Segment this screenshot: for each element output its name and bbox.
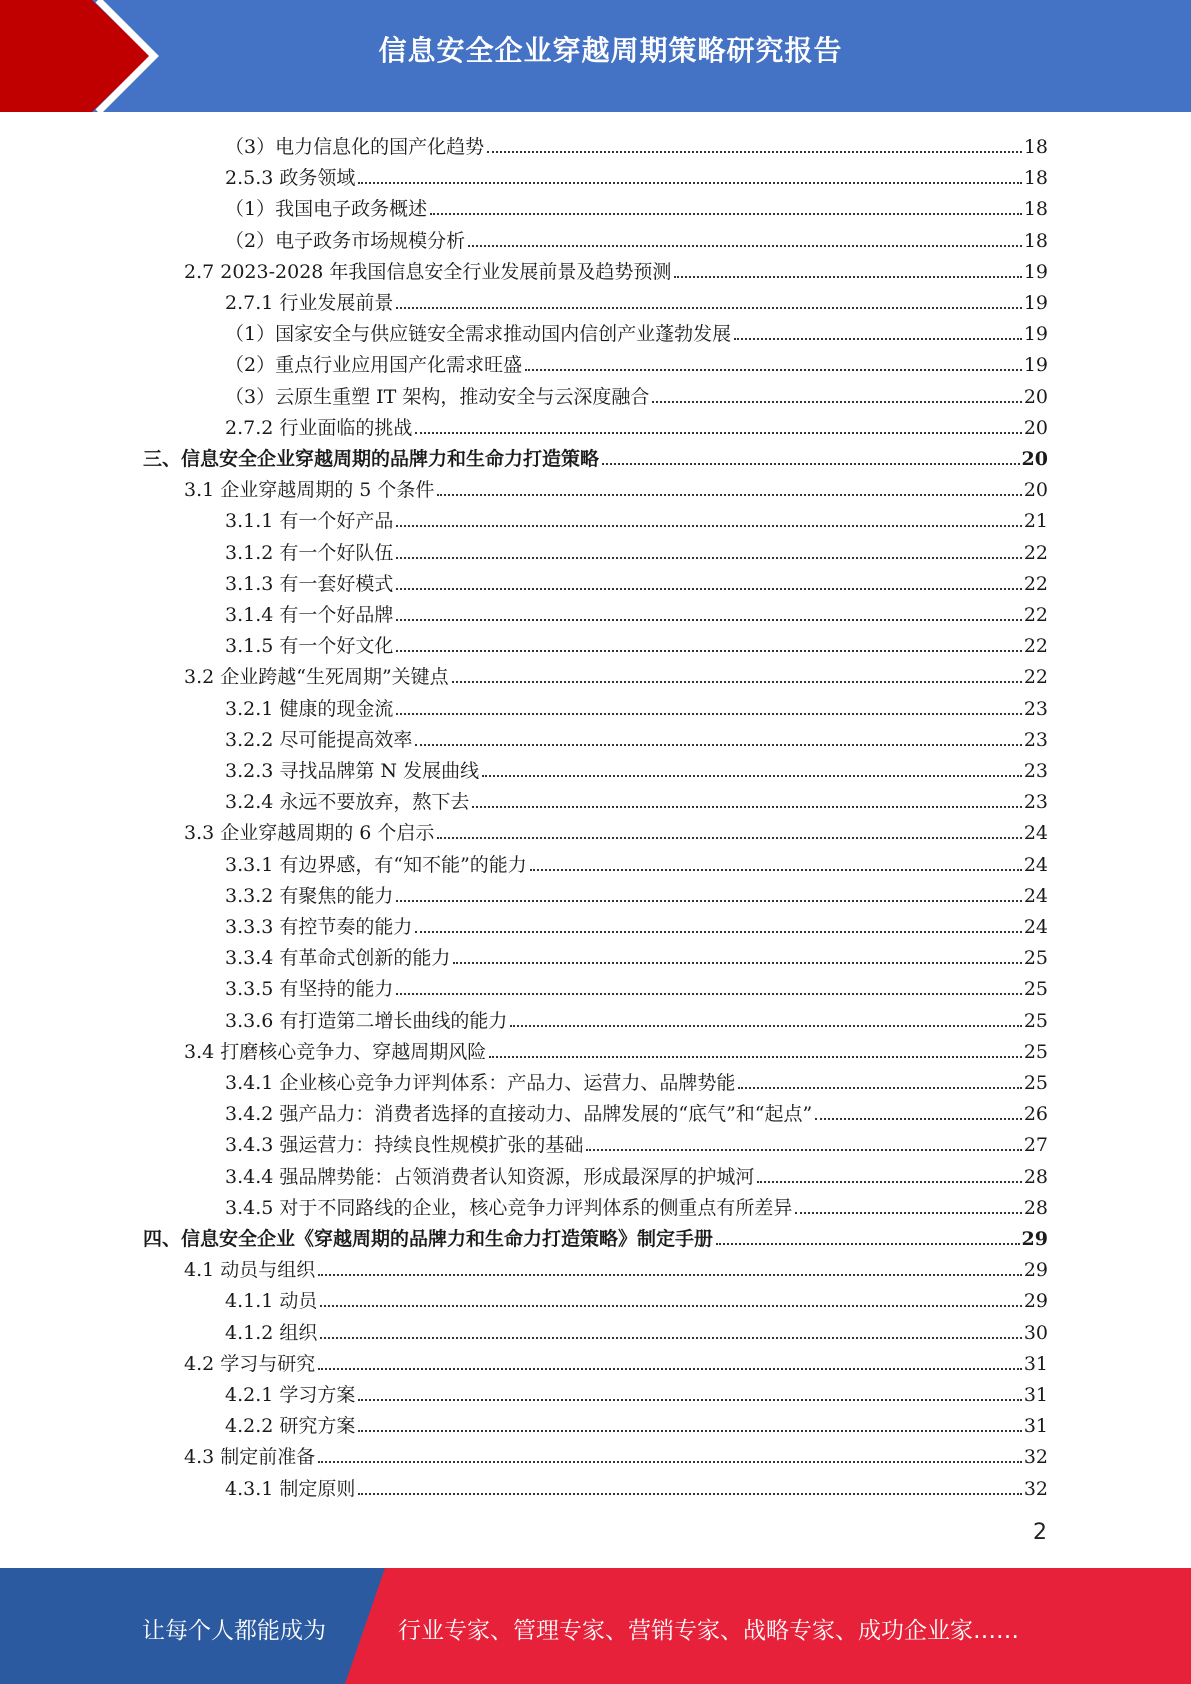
toc-entry-page: 25 [1023,978,1048,1001]
toc-entry-title: 3.1.3 有一套好模式 [225,572,394,595]
toc-entry[interactable] [143,440,1048,471]
toc-entry-page: 18 [1023,229,1048,252]
toc-entry-page: 20 [1023,385,1048,408]
toc-entry[interactable] [225,846,1048,877]
toc-dot-leader [602,462,1020,465]
toc-entry[interactable] [225,128,1048,159]
toc-dot-leader [489,1055,1022,1058]
toc-entry-page: 20 [1023,416,1048,439]
toc-entry[interactable] [225,534,1048,565]
toc-entry[interactable] [184,1033,1048,1064]
toc-dot-leader [320,1304,1021,1307]
toc-entry-title: 3.2.1 健康的现金流 [225,697,394,720]
toc-dot-leader [358,1492,1021,1495]
toc-entry-page: 18 [1023,198,1048,221]
toc-entry-title: 3.2.3 寻找品牌第 N 发展曲线 [225,760,480,782]
toc-entry-title: 4.3.1 制定原则 [225,1477,356,1500]
toc-entry[interactable] [225,1314,1048,1345]
toc-entry-title: 3.3.5 有坚持的能力 [225,978,394,1001]
toc-entry-page: 23 [1023,697,1048,720]
footer-slogan-right: 行业专家、管理专家、营销专家、战略专家、成功企业家…… [398,1618,1019,1644]
toc-entry-page: 18 [1023,167,1048,190]
toc-entry[interactable] [225,908,1048,939]
toc-entry-title: 3.3 企业穿越周期的 6 个启示 [184,822,435,845]
toc-entry-page: 23 [1023,728,1048,751]
toc-dot-leader [396,556,1021,559]
toc-entry-page: 31 [1023,1352,1048,1375]
toc-entry-title: 2.5.3 政务领域 [225,167,356,190]
toc-dot-leader [396,306,1021,309]
toc-entry[interactable] [225,284,1048,315]
toc-dot-leader [396,992,1021,995]
toc-dot-leader [674,275,1021,278]
toc-entry-page: 29 [1023,1290,1048,1313]
toc-entry-page: 22 [1023,604,1048,626]
toc-entry-title: 3.3.1 有边界感，有“知不能”的能力 [225,853,527,876]
toc-entry[interactable] [184,658,1048,689]
toc-entry[interactable] [225,783,1048,814]
toc-entry[interactable] [225,596,1048,627]
toc-entry-title: 三、信息安全企业穿越周期的品牌力和生命力打造策略 [143,448,600,470]
toc-entry-page: 25 [1023,1040,1048,1063]
toc-entry[interactable] [225,1376,1048,1407]
toc-entry-title: 3.1.4 有一个好品牌 [225,604,394,626]
toc-dot-leader [415,743,1021,746]
toc-entry-title: 3.4.2 强产品力：消费者选择的直接动力、品牌发展的“底气”和“起点” [225,1103,813,1126]
toc-entry-page: 21 [1023,510,1048,533]
toc-dot-leader [482,774,1022,777]
toc-entry-title: 3.1.5 有一个好文化 [225,635,394,658]
toc-dot-leader [452,680,1022,683]
toc-dot-leader [415,431,1021,434]
toc-entry[interactable] [225,1095,1048,1126]
toc-dot-leader [795,1211,1021,1214]
toc-entry[interactable] [225,1126,1048,1157]
toc-entry-title: 2.7 2023-2028 年我国信息安全行业发展前景及趋势预测 [184,260,672,283]
toc-entry-title: 3.4.4 强品牌势能：占领消费者认知资源，形成最深厚的护城河 [225,1165,755,1188]
toc-dot-leader [468,244,1022,247]
toc-entry-title: （3）云原生重塑 IT 架构，推动安全与云深度融合 [225,385,650,408]
toc-entry-title: 4.2.1 学习方案 [225,1384,356,1406]
toc-entry-page: 31 [1023,1384,1048,1406]
toc-dot-leader [530,868,1022,871]
toc-dot-leader [318,1273,1022,1276]
toc-entry-page: 24 [1023,884,1048,907]
toc-entry-title: （2）电子政务市场规模分析 [225,229,466,252]
toc-entry-page: 27 [1023,1134,1048,1157]
toc-dot-leader [453,961,1021,964]
toc-entry-page: 23 [1023,791,1048,814]
toc-entry[interactable] [225,970,1048,1001]
page-number: 2 [1033,1520,1047,1545]
toc-entry-title: 3.2 企业跨越“生死周期”关键点 [184,666,449,689]
toc-dot-leader [318,1367,1022,1370]
toc-entry-title: 3.4.3 强运营力：持续良性规模扩张的基础 [225,1134,584,1157]
header-title: 信息安全企业穿越周期策略研究报告 [378,34,843,67]
toc-entry-page: 19 [1023,292,1048,314]
toc-dot-leader [396,524,1021,527]
toc-entry-title: 4.2 学习与研究 [184,1352,316,1375]
toc-dot-leader [430,212,1022,215]
toc-dot-leader [487,150,1022,153]
toc-dot-leader [318,1460,1022,1463]
toc-entry-page: 20 [1021,448,1048,470]
toc-entry[interactable] [225,222,1048,253]
toc-dot-leader [757,1180,1021,1183]
toc-dot-leader [437,493,1021,496]
toc-entry-page: 20 [1023,479,1048,502]
toc-entry[interactable] [225,1282,1048,1313]
toc-entry[interactable] [225,1407,1048,1438]
toc-dot-leader [525,368,1022,371]
toc-entry-title: 4.3 制定前准备 [184,1446,316,1469]
toc-entry-title: 3.1.2 有一个好队伍 [225,541,394,564]
toc-entry[interactable] [184,1251,1048,1282]
toc-entry-page: 24 [1023,853,1048,876]
toc-entry[interactable] [225,1064,1048,1095]
toc-entry[interactable] [184,1345,1048,1376]
toc-entry-page: 22 [1023,635,1048,658]
toc-dot-leader [586,1148,1021,1151]
toc-entry-page: 24 [1023,822,1048,845]
toc-dot-leader [472,805,1021,808]
toc-entry-page: 18 [1023,136,1048,158]
toc-dot-leader [358,1429,1021,1432]
toc-entry-page: 26 [1023,1103,1048,1126]
toc-entry-title: 3.3.6 有打造第二增长曲线的能力 [225,1009,508,1032]
toc-dot-leader [738,1086,1021,1089]
toc-entry-title: 4.1.1 动员 [225,1290,318,1313]
page-header [0,0,1191,112]
toc-entry-title: 2.7.2 行业面临的挑战 [225,416,413,439]
toc-entry-title: 3.3.2 有聚焦的能力 [225,884,394,907]
toc-entry-page: 19 [1023,260,1048,283]
toc-entry-page: 25 [1023,1009,1048,1032]
toc-dot-leader [716,1242,1020,1245]
toc-entry-title: 3.1 企业穿越周期的 5 个条件 [184,479,435,502]
toc-entry-title: （1）我国电子政务概述 [225,198,428,221]
toc-entry-title: 3.4 打磨核心竞争力、穿越周期风险 [184,1040,487,1063]
toc-entry-title: 3.3.3 有控节奏的能力 [225,916,413,938]
toc-dot-leader [415,930,1021,933]
toc-dot-leader [652,400,1021,403]
toc-dot-leader [320,1336,1021,1339]
toc-entry[interactable] [225,502,1048,533]
toc-entry-page: 22 [1023,572,1048,595]
toc-dot-leader [510,1024,1021,1027]
toc-dot-leader [734,337,1022,340]
toc-dot-leader [358,181,1021,184]
toc-entry[interactable] [184,253,1048,284]
toc-entry-title: （2）重点行业应用国产化需求旺盛 [225,354,523,377]
toc-dot-leader [396,899,1021,902]
toc-entry-page: 28 [1023,1165,1048,1188]
toc-entry-title: 四、信息安全企业《穿越周期的品牌力和生命力打造策略》制定手册 [143,1228,714,1250]
toc-entry-page: 22 [1023,666,1048,689]
toc-entry[interactable] [225,159,1048,190]
toc-entry[interactable] [225,1470,1048,1501]
toc-entry[interactable] [184,471,1048,502]
toc-entry-page: 28 [1023,1196,1048,1219]
toc-entry[interactable] [225,346,1048,377]
toc-entry-page: 31 [1023,1415,1048,1438]
toc-entry-title: 3.1.1 有一个好产品 [225,510,394,533]
page-footer [0,1568,1191,1684]
toc-entry[interactable] [184,1438,1048,1469]
toc-entry-page: 32 [1023,1477,1048,1500]
toc-entry[interactable] [184,814,1048,845]
toc-entry[interactable] [225,409,1048,440]
toc-entry-title: 3.4.1 企业核心竞争力评判体系：产品力、运营力、品牌势能 [225,1072,736,1094]
toc-entry[interactable] [225,1189,1048,1220]
toc-entry[interactable] [225,565,1048,596]
toc-entry-title: 3.2.2 尽可能提高效率 [225,728,413,751]
toc-entry[interactable] [225,627,1048,658]
toc-entry-title: （3）电力信息化的国产化趋势 [225,136,485,158]
toc-entry-title: 4.1 动员与组织 [184,1259,316,1282]
toc-entry[interactable] [225,1158,1048,1189]
toc-entry-page: 25 [1023,947,1048,970]
toc-entry[interactable] [225,190,1048,221]
footer-slogan-left: 让每个人都能成为 [142,1618,326,1644]
toc-dot-leader [437,836,1021,839]
toc-dot-leader [358,1398,1021,1401]
toc-entry[interactable] [225,315,1048,346]
toc-entry[interactable] [225,939,1048,970]
toc-entry[interactable] [225,690,1048,721]
toc-entry-page: 32 [1023,1446,1048,1469]
toc-entry-title: 3.2.4 永远不要放弃，熬下去 [225,791,470,814]
toc-entry-title: （1）国家安全与供应链安全需求推动国内信创产业蓬勃发展 [225,323,732,346]
toc-entry-title: 3.4.5 对于不同路线的企业，核心竞争力评判体系的侧重点有所差异 [225,1196,793,1219]
toc-dot-leader [396,587,1021,590]
toc-entry-page: 19 [1023,354,1048,377]
toc-dot-leader [396,618,1021,621]
toc-entry[interactable] [143,1220,1048,1251]
toc-entry-title: 4.1.2 组织 [225,1321,318,1344]
toc-entry[interactable] [225,1002,1048,1033]
toc-entry[interactable] [225,721,1048,752]
toc-entry-page: 24 [1023,916,1048,938]
toc-entry-title: 2.7.1 行业发展前景 [225,292,394,314]
toc-dot-leader [396,712,1021,715]
toc-entry-title: 3.3.4 有革命式创新的能力 [225,947,451,970]
toc-entry[interactable] [225,877,1048,908]
toc-entry-page: 25 [1023,1072,1048,1094]
toc-dot-leader [396,649,1021,652]
toc-entry-page: 23 [1023,760,1048,782]
toc-entry-page: 29 [1021,1228,1048,1250]
toc-entry-page: 30 [1023,1321,1048,1344]
toc-entry[interactable] [225,378,1048,409]
toc-entry-page: 22 [1023,541,1048,564]
toc-dot-leader [815,1117,1022,1120]
toc-entry[interactable] [225,752,1048,783]
toc-entry-page: 19 [1023,323,1048,346]
toc-entry-page: 29 [1023,1259,1048,1282]
toc-entry-title: 4.2.2 研究方案 [225,1415,356,1438]
